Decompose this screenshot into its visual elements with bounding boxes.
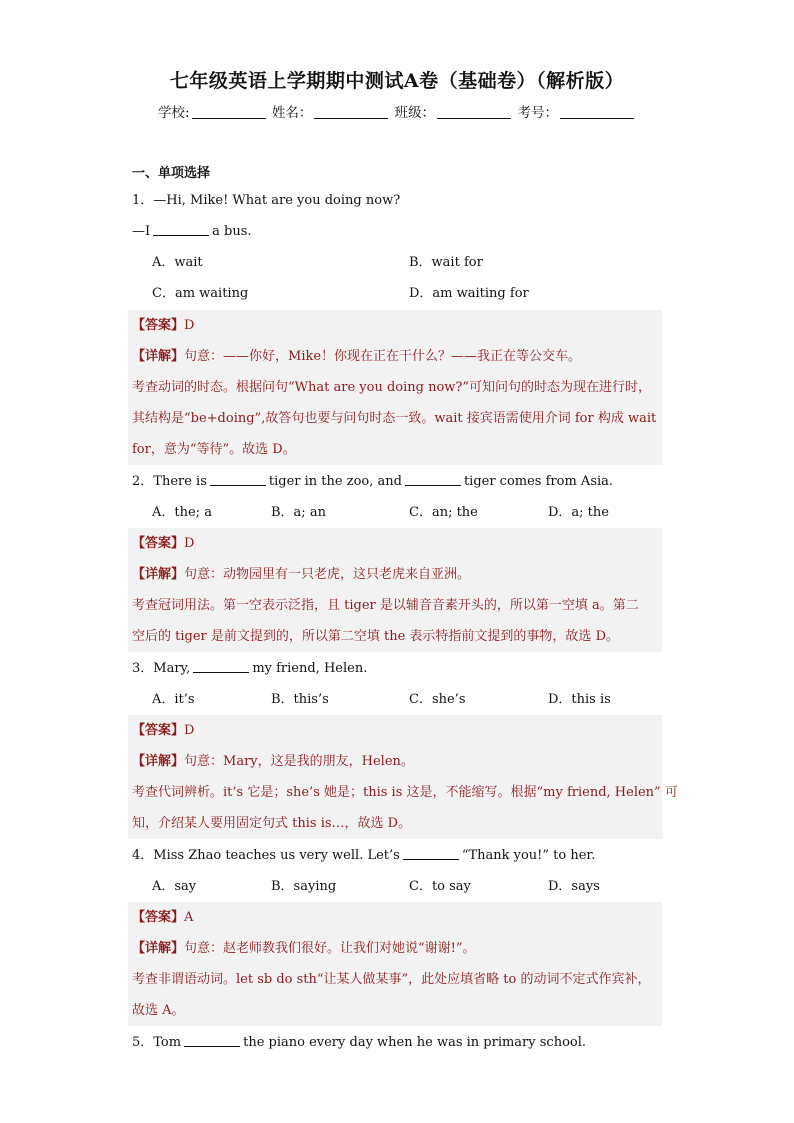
name-blank[interactable] bbox=[314, 104, 388, 119]
question-4-detail-1 bbox=[132, 933, 476, 964]
question-2-answer bbox=[132, 528, 194, 559]
question-1-answer-box bbox=[128, 310, 662, 465]
question-4-answer-box bbox=[128, 902, 662, 1026]
detail-label: 【详解】 bbox=[132, 349, 185, 364]
question-3-stem-post: my friend, Helen. bbox=[252, 661, 368, 676]
answer-value: D bbox=[184, 318, 195, 333]
question-3-detail-2: 考查代词辨析。it’s 它是；she’s 她是；this is 这是，不能缩写。根据“my friend, Helen” 可 bbox=[132, 785, 678, 800]
school-blank[interactable] bbox=[192, 104, 266, 119]
question-3-stem bbox=[132, 653, 367, 684]
question-4-blank bbox=[403, 847, 459, 860]
question-2-stem-mid: tiger in the zoo, and bbox=[268, 474, 402, 489]
question-1-option-d[interactable]: D．am waiting for bbox=[409, 286, 529, 301]
answer-value: D bbox=[184, 536, 195, 551]
question-4-option-d[interactable]: D．says bbox=[548, 879, 600, 894]
question-3-option-b[interactable]: B．this’s bbox=[271, 692, 329, 707]
answer-label: 【答案】 bbox=[132, 318, 185, 333]
question-3-option-a[interactable]: A．it’s bbox=[152, 692, 195, 707]
answer-label: 【答案】 bbox=[132, 910, 185, 925]
section-title: 一、单项选择 bbox=[132, 166, 211, 181]
student-info-line bbox=[0, 101, 794, 121]
detail-text: 句意：赵老师教我们很好。让我们对她说“谢谢!”。 bbox=[184, 941, 476, 956]
question-4-option-b[interactable]: B．saying bbox=[271, 879, 337, 894]
answer-value: A bbox=[184, 910, 194, 925]
question-2-stem bbox=[132, 466, 613, 497]
question-3-blank bbox=[193, 660, 249, 673]
question-1-option-b[interactable]: B．wait for bbox=[409, 255, 483, 270]
exam-number-blank[interactable] bbox=[560, 104, 634, 119]
question-2-answer-box bbox=[128, 528, 662, 652]
question-2-stem-post: tiger comes from Asia. bbox=[463, 474, 614, 489]
question-2-detail-3: 空后的 tiger 是前文提到的，所以第二空填 the 表示特指前文提到的事物，故选 D。 bbox=[132, 629, 619, 644]
question-1-answer bbox=[132, 310, 194, 341]
question-3-detail-1 bbox=[132, 746, 414, 777]
question-1-detail-4: for，意为“等待”。故选 D。 bbox=[132, 442, 296, 457]
detail-text: 句意：——你好，Mike！你现在正在干什么？——我正在等公交车。 bbox=[184, 349, 582, 364]
name-label: 姓名： bbox=[271, 105, 313, 121]
question-1-stem: 1．—Hi, Mike! What are you doing now? bbox=[132, 193, 401, 208]
question-4-stem bbox=[132, 840, 595, 871]
question-1-detail-2: 考查动词的时态。根据问句“What are you doing now?”可知问句的时态为现在进行时， bbox=[132, 380, 652, 395]
question-5-stem-pre: 5．Tom bbox=[132, 1035, 182, 1050]
question-4-option-c[interactable]: C．to say bbox=[409, 879, 471, 894]
question-2-option-a[interactable]: A．the; a bbox=[152, 505, 212, 520]
question-5-stem bbox=[132, 1027, 586, 1058]
question-2-stem-pre: 2．There is bbox=[132, 474, 207, 489]
question-2-detail-1 bbox=[132, 559, 470, 590]
question-4-answer bbox=[132, 902, 193, 933]
question-3-detail-3: 知，介绍某人要用固定句式 this is…，故选 D。 bbox=[132, 816, 412, 831]
question-2-blank-1 bbox=[210, 473, 266, 486]
question-2-option-d[interactable]: D．a; the bbox=[548, 505, 609, 520]
school-label: 学校: bbox=[158, 105, 190, 121]
class-blank[interactable] bbox=[437, 104, 511, 119]
page-title: 七年级英语上学期期中测试A卷（基础卷）（解析版） bbox=[169, 70, 625, 92]
question-1-blank bbox=[153, 223, 209, 236]
question-5-blank bbox=[184, 1034, 240, 1047]
question-4-detail-2: 考查非谓语动词。let sb do sth“让某人做某事”，此处应填省略 to 的动词不定式作宾补， bbox=[132, 972, 651, 987]
question-1-stem-prefix: —I bbox=[132, 224, 151, 239]
answer-value: D bbox=[184, 723, 195, 738]
question-3-option-c[interactable]: C．she’s bbox=[409, 692, 466, 707]
class-label: 班级： bbox=[394, 105, 436, 121]
question-1-detail-1 bbox=[132, 341, 581, 372]
answer-label: 【答案】 bbox=[132, 723, 185, 738]
exam-number-label: 考号： bbox=[517, 105, 558, 121]
question-2-option-b[interactable]: B．a; an bbox=[271, 505, 326, 520]
question-3-stem-pre: 3．Mary, bbox=[132, 661, 191, 676]
question-1-stem-suffix: a bus. bbox=[212, 224, 252, 239]
question-4-detail-3: 故选 A。 bbox=[132, 1003, 185, 1018]
question-1-detail-3: 其结构是“be+doing”,故答句也要与问句时态一致。wait 接宾语需使用介词 for 构成 wait bbox=[132, 411, 657, 426]
question-1-option-c[interactable]: C．am waiting bbox=[152, 286, 249, 301]
answer-label: 【答案】 bbox=[132, 536, 185, 551]
question-2-detail-2: 考查冠词用法。第一空表示泛指，且 tiger 是以辅音音素开头的，所以第一空填 a。第二 bbox=[132, 598, 639, 613]
detail-label: 【详解】 bbox=[132, 754, 185, 769]
detail-label: 【详解】 bbox=[132, 567, 185, 582]
question-3-answer-box bbox=[128, 715, 678, 839]
question-4-stem-pre: 4．Miss Zhao teaches us very well. Let’s bbox=[132, 848, 400, 863]
detail-text: 句意：动物园里有一只老虎，这只老虎来自亚洲。 bbox=[184, 567, 471, 582]
question-2-option-c[interactable]: C．an; the bbox=[409, 505, 478, 520]
question-5-stem-post: the piano every day when he was in primary school. bbox=[243, 1035, 587, 1050]
question-1-option-a[interactable]: A．wait bbox=[152, 255, 203, 270]
detail-label: 【详解】 bbox=[132, 941, 185, 956]
detail-text: 句意：Mary，这是我的朋友，Helen。 bbox=[184, 754, 414, 769]
question-3-answer bbox=[132, 715, 194, 746]
question-3-option-d[interactable]: D．this is bbox=[548, 692, 611, 707]
question-2-blank-2 bbox=[405, 473, 461, 486]
question-4-stem-post: “Thank you!” to her. bbox=[461, 848, 596, 863]
question-1-stem-line2 bbox=[132, 216, 252, 247]
question-4-option-a[interactable]: A．say bbox=[152, 879, 197, 894]
